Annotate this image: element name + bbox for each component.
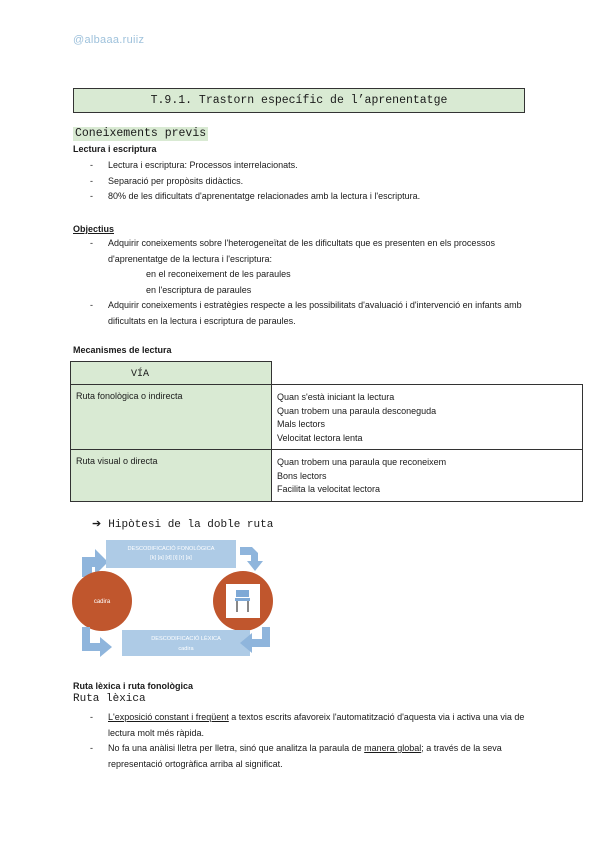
routes-heading: Ruta lèxica i ruta fonològica <box>73 681 194 691</box>
hypothesis-label: Hipòtesi de la doble ruta <box>108 519 274 531</box>
lexical-box <box>122 630 250 656</box>
prior-knowledge-section <box>73 143 420 205</box>
list-item: - Adquirir coneixements sobre l'heterogeneïtat de les dificultats que es presenten en els processos d'aprenentatge de la lectura i l'escriptura: <box>73 236 533 267</box>
objectives-section <box>73 222 533 329</box>
reading-mechanisms-table <box>70 361 583 502</box>
route-description-cell: Quan trobem una paraula que reconeixem Bons lectors Facilita la velocitat lectora <box>272 450 583 502</box>
prior-knowledge-heading: Coneixements previs <box>75 127 207 140</box>
table-row <box>71 450 583 502</box>
lexical-route-section <box>73 710 533 772</box>
dual-route-diagram <box>60 535 280 665</box>
lexical-route-list <box>73 710 533 772</box>
list-item: - 80% de les dificultats d'aprenentatge relacionades amb la lectura i l'escriptura. <box>73 189 420 205</box>
mechanisms-heading: Mecanismes de lectura <box>73 345 172 355</box>
list-item: - Separació per propòsits didàctics. <box>73 174 420 190</box>
table-header-cell: VÍA <box>71 362 272 385</box>
page-title: T.9.1. Trastorn específic de l’aprenentatge <box>73 88 525 113</box>
route-description-cell: Quan s'està iniciant la lectura Quan trobem una paraula desconeguda Mals lectors Velocitat lectora lenta <box>272 385 583 450</box>
route-cell: Ruta visual o directa <box>71 450 272 502</box>
objectives-list <box>73 236 533 267</box>
phonological-box-sublabel: [k] [a] [d] [i] [r] [a] <box>150 555 192 561</box>
reading-writing-subheading: Lectura i escriptura <box>73 144 157 154</box>
list-item: - L'exposició constant i freqüent a textos escrits afavoreix l'automatització d'aquesta via i activa una via de lectura molt més ràpida. <box>73 710 533 741</box>
lexical-box-sublabel: cadira <box>178 646 194 652</box>
lexical-route-subheading: Ruta lèxica <box>73 693 146 705</box>
arrow-icon: ➔ <box>92 518 102 530</box>
arrow-icon <box>82 627 112 657</box>
objectives-list-2 <box>73 298 533 329</box>
phonological-box <box>106 540 236 568</box>
list-item: - Adquirir coneixements i estratègies respecte a les possibilitats d'avaluació i d'intervenció en infants amb dificultats en la lectura i escriptura de paraules. <box>73 298 533 329</box>
arrow-icon <box>240 547 263 571</box>
route-cell: Ruta fonològica o indirecta <box>71 385 272 450</box>
list-item: - No fa una anàlisi lletra per lletra, sinó que analitza la paraula de manera global; a través de la seva representació ortogràfica arriba al significat. <box>73 741 533 772</box>
word-circle-label: cadira <box>93 599 111 605</box>
hypothesis-heading <box>92 517 273 531</box>
objective-sub-item: en l'escriptura de paraules <box>146 284 252 295</box>
objective-sub-item: en el reconeixement de les paraules <box>146 269 291 279</box>
lexical-box-label: DESCODIFICACIÓ LÈXICA <box>151 636 221 642</box>
phonological-box-label: DESCODIFICACIÓ FONOLÒGICA <box>127 546 215 552</box>
author-handle: @albaaa.ruiiz <box>73 34 145 46</box>
objectives-heading: Objectius <box>73 224 115 234</box>
list-item: - Lectura i escriptura: Processos interrelacionats. <box>73 158 420 174</box>
prior-knowledge-list <box>73 158 420 205</box>
table-row <box>71 385 583 450</box>
